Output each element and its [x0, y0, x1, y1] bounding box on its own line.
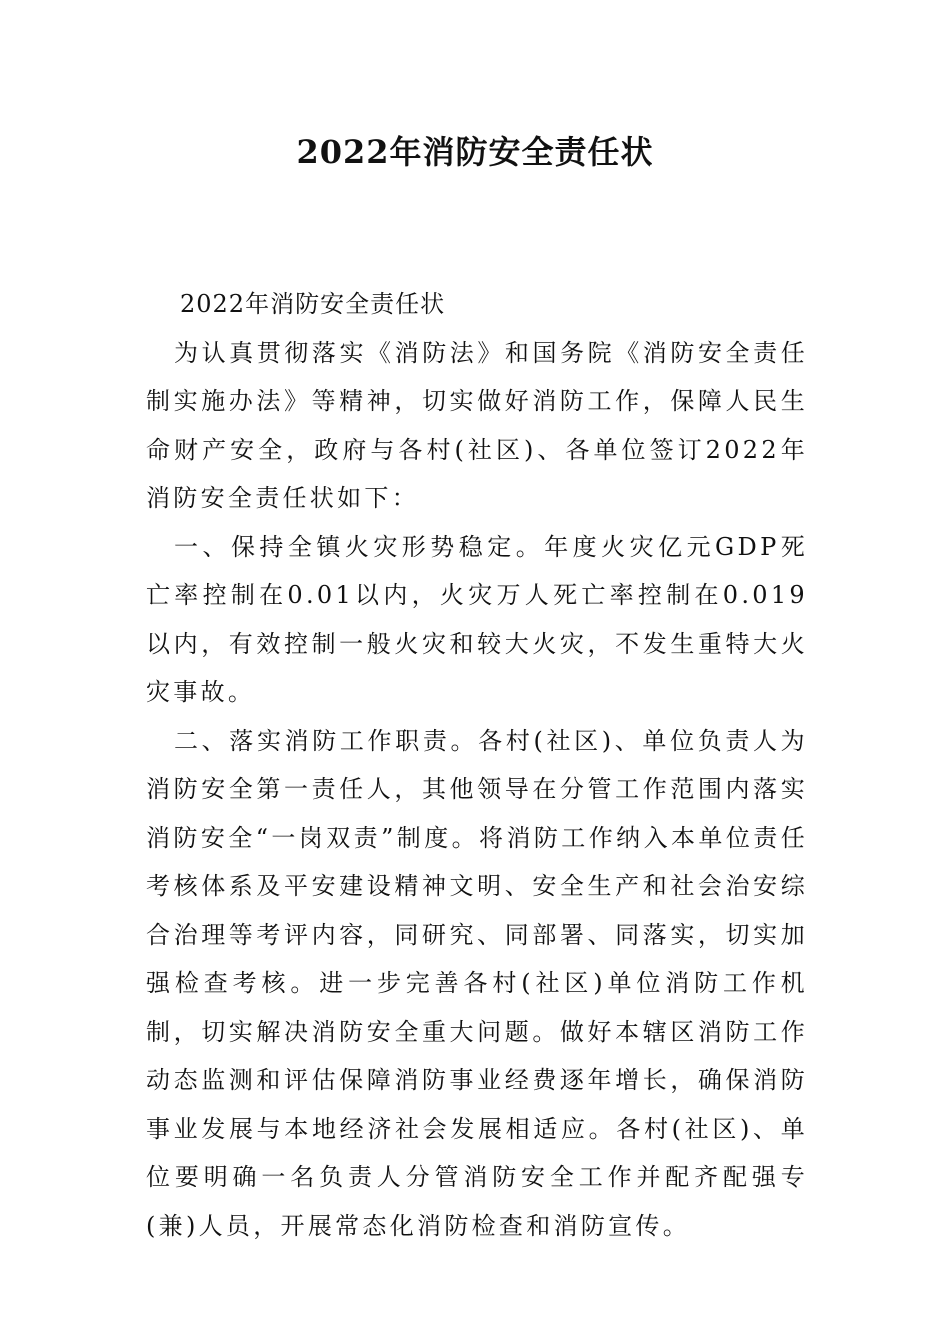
paragraph-item-2: 二、落实消防工作职责。各村(社区)、单位负责人为消防安全第一责任人，其他领导在分管工作范围内落实消防安全“一岗双责”制度。将消防工作纳入本单位责任考核体系及平安建设精神文明、安全生产和社会治安综合治理等考评内容，同研究、同部署、同落实，切实加强检查考核。进一步完善各村(社区)单位消防工作机制，切实解决消防安全重大问题。做好本辖区消防工作动态监测和评估保障消防事业经费逐年增长，确保消防事业发展与本地经济社会发展相适应。各村(社区)、单位要明确一名负责人分管消防安全工作并配齐配强专(兼)人员，开展常态化消防检查和消防宣传。: [146, 726, 808, 1240]
paragraph-item-1: 一、保持全镇火灾形势稳定。年度火灾亿元GDP死亡率控制在0.01以内，火灾万人死亡率控制在0.019以内，有效控制一般火灾和较大火灾，不发生重特大火灾事故。: [146, 532, 808, 706]
document-body: [146, 280, 808, 1250]
body-subtitle: 2022年消防安全责任状: [180, 290, 446, 318]
document-title: 2022年消防安全责任状: [296, 133, 654, 171]
paragraph-intro: 为认真贯彻落实《消防法》和国务院《消防安全责任制实施办法》等精神，切实做好消防工作，保障人民生命财产安全，政府与各村(社区)、各单位签订2022年消防安全责任状如下：: [146, 338, 808, 512]
